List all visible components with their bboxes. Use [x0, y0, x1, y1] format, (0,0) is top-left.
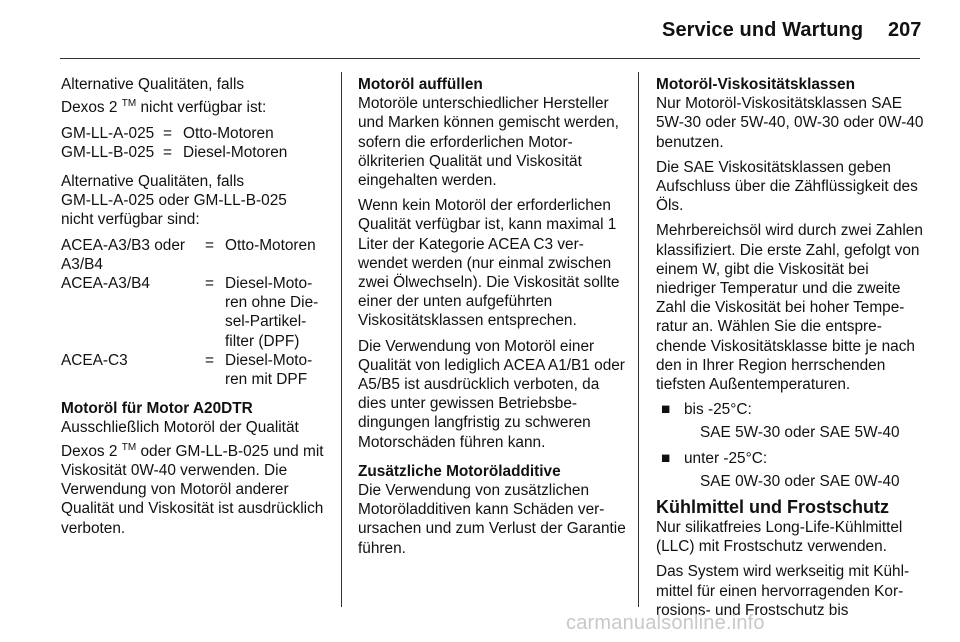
table-row: ACEA-C3 = Diesel-Motoren mit DPF [61, 351, 313, 388]
additives-text: Die Verwendung von zusätzlichen Motoröladditiven kann Schäden verursachen und zum Verlust der Garantie führen. [358, 482, 626, 557]
heading-a20dtr-oil: Motoröl für Motor A20DTR [61, 400, 253, 418]
alt-qualities-table-1 [61, 124, 287, 162]
section-title: Service und Wartung [662, 19, 864, 41]
column-divider-1 [341, 72, 342, 607]
coolant-system-text: Das System wird werkseitig mit Kühlmittel für einen hervorragenden Korrosions- und Frostschutz bis [656, 563, 910, 619]
page-number: 207 [888, 19, 922, 41]
table-row: ACEA-A3/B3 oder A3/B4 = Otto-Motoren [61, 236, 316, 273]
alt-qualities-gm-text: Alternative Qualitäten, falls GM-LL-A-025 oder GM-LL-B-025 nicht verfügbar sind: [61, 172, 287, 229]
heading-top-up-oil: Motoröl auffüllen [358, 76, 483, 93]
heading-viscosity: Motoröl-Viskositätsklassen [656, 76, 856, 93]
header-rule [60, 58, 920, 59]
acea-c3-text: Wenn kein Motoröl der erforderlichen Qualität verfügbar ist, kann maximal 1 Liter der Kategorie ACEA C3 verwendet werden (nur einmal zwischen zwei Ölwechseln). Die Viskosität sollte einer der unten aufgeführten Viskositätsklassen entsprechen. [358, 197, 620, 330]
list-item: ■ unter -25°C: SAE 0W-30 oder SAE 0W-40 [661, 449, 900, 490]
bullet-square-icon: ■ [661, 449, 671, 467]
watermark: carmanualsonline.info [566, 612, 765, 634]
forbidden-quality-text: Die Verwendung von Motoröl einer Qualität von lediglich ACEA A1/B1 oder A5/B5 ist ausdrücklich verboten, da dies unter gewissen Betriebsbedingungen langfristig zu schweren Motorschäden führen kann. [358, 337, 625, 451]
top-up-oil-text: Motoröle unterschiedlicher Hersteller und Marken können gemischt werden, sofern die erforderlichen Motorölkriterien Qualität und Viskosität eingehalten werden. [358, 95, 619, 190]
heading-coolant: Kühlmittel und Frostschutz [656, 497, 889, 518]
coolant-text: Nur silikatfreies Long-Life-Kühlmittel (LLC) mit Frostschutz verwenden. [656, 519, 903, 556]
column-divider-2 [638, 72, 639, 607]
list-item: ■ bis -25°C: SAE 5W-30 oder SAE 5W-40 [661, 401, 900, 442]
a20dtr-oil-text: Ausschließlich Motoröl der Qualität Dexos 2 ™ oder GM-LL-B-025 und mit Viskosität 0W-40 verwenden. Die Verwendung von Motoröl anderer Qualität und Viskosität ist ausdrücklich verboten. [61, 419, 324, 537]
table-row: GM-LL-A-025 = Otto-Motoren [61, 124, 274, 142]
sae-explanation-text: Die SAE Viskositätsklassen geben Aufschluss über die Zähflüssigkeit des Öls. [656, 158, 918, 215]
multigrade-text: Mehrbereichsöl wird durch zwei Zahlen klassifiziert. Die erste Zahl, gefolgt von einem W, gibt die Viskosität bei niedriger Temperatur und die zweite Zahl die Viskosität bei hoher Temperatur an. Wählen Sie die entsprechende Viskositätsklasse bitte je nach den in Ihrer Region herrschenden tiefsten Außentemperaturen. [656, 222, 923, 394]
heading-additives: Zusätzliche Motoröladditive [358, 462, 561, 480]
table-row: ACEA-A3/B4 = Diesel-Motoren ohne Diesel-Partikelfilter (DPF) [61, 274, 319, 350]
bullet-square-icon: ■ [661, 401, 671, 419]
alt-qualities-dexos-text: Alternative Qualitäten, falls Dexos 2 ™ nicht verfügbar ist: [61, 76, 267, 117]
viscosity-classes-text: Nur Motoröl-Viskositätsklassen SAE 5W-30 oder 5W-40, 0W-30 oder 0W-40 benutzen. [656, 95, 924, 151]
column-1 [61, 75, 333, 544]
column-3 [656, 75, 926, 626]
alt-qualities-table-2 [61, 236, 325, 390]
column-2 [358, 75, 628, 564]
table-row: GM-LL-B-025 = Diesel-Motoren [61, 143, 288, 161]
